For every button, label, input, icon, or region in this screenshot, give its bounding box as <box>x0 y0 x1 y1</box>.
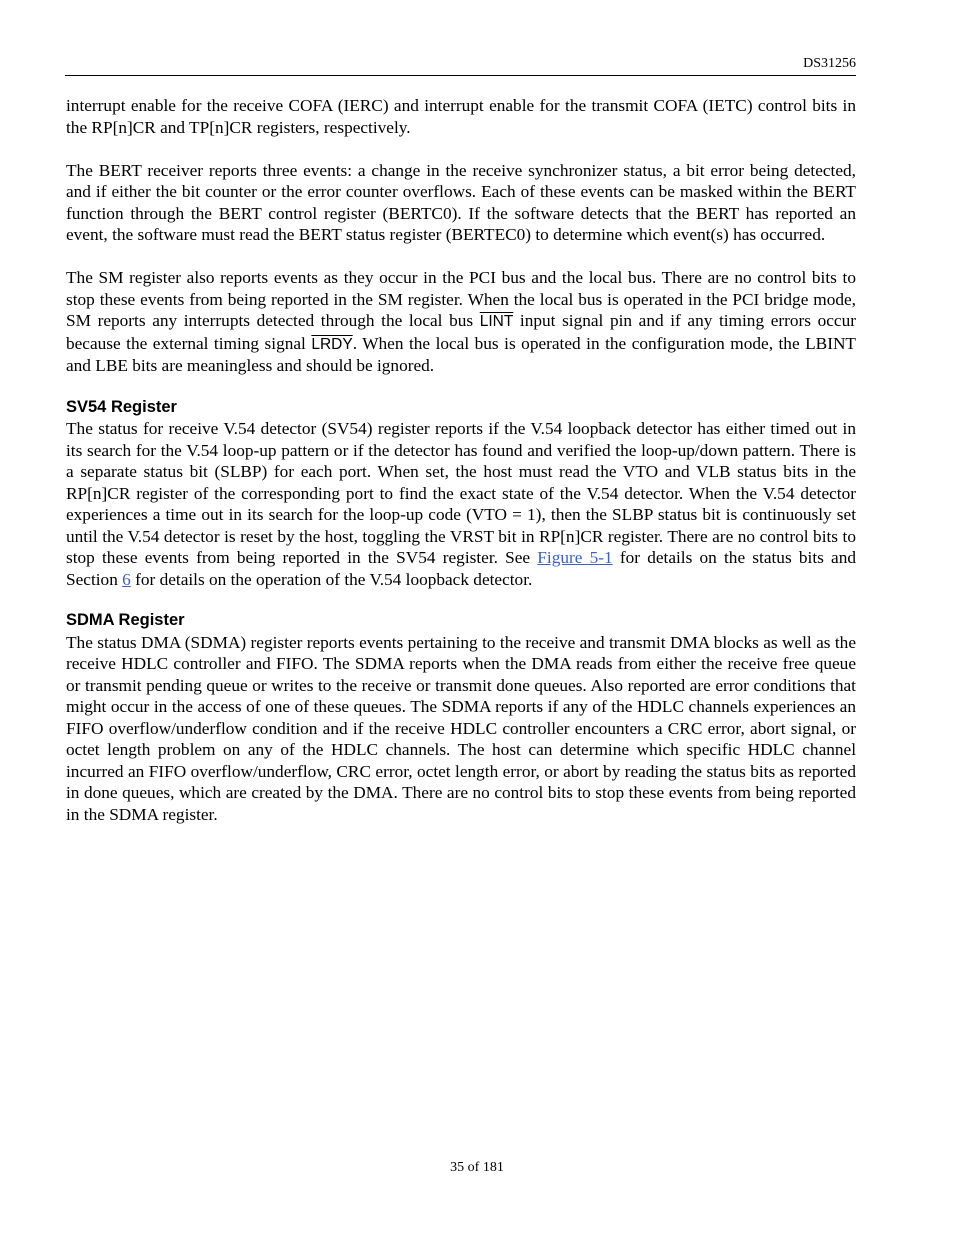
sdma-heading: SDMA Register <box>66 611 185 629</box>
sm-text-part1: The SM register also reports events as they occur in the PCI bus and the local bus. There are no control bits to stop these events from being reported in the SM register. When the local bus is operated in the PCI bridge mode, SM reports any interrupts detected through the local bus <box>66 268 856 330</box>
paragraph-bert: The BERT receiver reports three events: a change in the receive synchronizer status, a bit error being detected, and if either the bit counter or the error counter overflows. Each of these events can be masked within the BERT function through the BERT control register (BERTC0). If the software detects that the BERT has reported an event, the software must read the BERT status register (BERTEC0) to determine which event(s) has occurred. <box>66 160 856 244</box>
sv54-text-part2: for details on the status bits and Section <box>66 548 856 589</box>
sv54-text-part3: for details on the operation of the V.54 loopback detector. <box>130 569 533 589</box>
page-body <box>66 95 856 825</box>
document-id: DS31256 <box>803 56 856 71</box>
paragraph-cofa-continuation: interrupt enable for the receive COFA (IERC) and interrupt enable for the transmit COFA (IETC) control bits in the RP[n]CR and TP[n]CR registers, respectively. <box>66 96 856 137</box>
figure-5-1-link[interactable]: Figure 5-1 <box>537 548 613 567</box>
signal-lint: LINT <box>479 313 514 330</box>
sm-text-part2: input signal pin and if any timing errors occur because the external timing signal <box>66 311 856 353</box>
paragraph-sdma: The status DMA (SDMA) register reports events pertaining to the receive and transmit DMA blocks as well as the receive HDLC controller and FIFO. The SDMA reports when the DMA reads from either the receive free queue or transmit pending queue or writes to the receive or transmit done queues. Also reported are error conditions that might occur in the access of one of these queues. The SDMA reports if any of the HDLC channels experiences an FIFO overflow/underflow condition and if the receive HDLC controller encounters a CRC error, abort signal, or octet length problem on any of the HDLC channels. The host can determine which specific HDLC channel incurred an FIFO overflow/underflow, CRC error, octet length error, or abort by reading the status bits as reported in done queues, which are created by the DMA. There are no control bits to stop these events from being reported in the SDMA register. <box>66 632 856 824</box>
paragraph-sv54 <box>66 418 856 590</box>
sv54-text-part1: The status for receive V.54 detector (SV54) register reports if the V.54 loopback detector has either timed out in its search for the V.54 loop-up pattern or if the detector has found and verified the loop-up/down pattern. There is a separate status bit (SLBP) for each port. When set, the host must read the VTO and VLB status bits in the RP[n]CR register of the corresponding port to find the exact state of the V.54 detector. When the V.54 detector experiences a time out in its search for the loop-up code (VTO = 1), then the SLBP status bit is continuously set until the V.54 detector is reset by the host, toggling the VRST bit in RP[n]CR register. There are no control bits to stop these events from being reported in the SV54 register. See <box>66 419 856 567</box>
sv54-heading: SV54 Register <box>66 397 177 416</box>
header-divider <box>65 75 856 76</box>
section-6-link[interactable]: 6 <box>122 569 131 589</box>
page-number: 35 of 181 <box>450 1160 504 1175</box>
paragraph-sm-register <box>66 267 856 377</box>
sm-text-part3: . When the local bus is operated in the configuration mode, the LBINT and LBE bits are meaningless and should be ignored. <box>66 333 856 375</box>
signal-lrdy: LRDY <box>311 335 353 353</box>
